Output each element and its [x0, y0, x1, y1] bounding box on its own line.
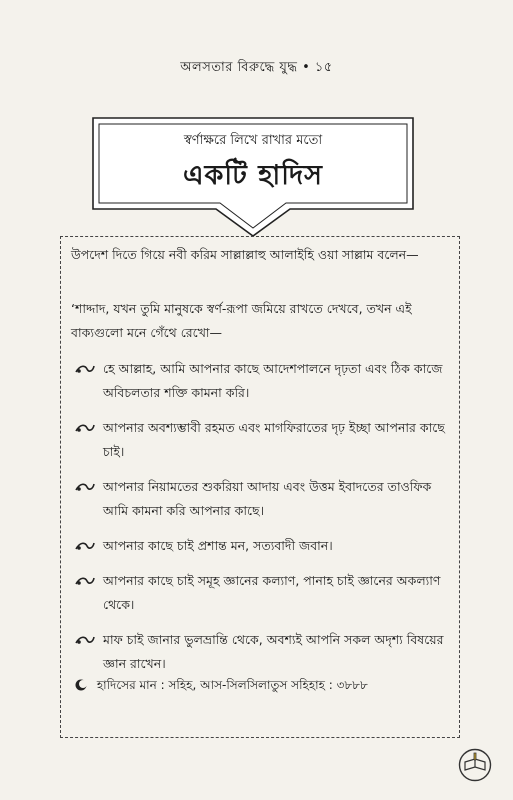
- dua-list: [61, 357, 459, 687]
- list-item: [61, 475, 459, 523]
- leaf-flourish-icon: [75, 540, 95, 552]
- list-item: [61, 628, 459, 676]
- quote-text: ‘শাদ্দাদ, যখন তুমি মানুষকে স্বর্ণ-রূপা জমিয়ে রাখতে দেখবে, তখন এই বাক্যগুলো মনে গেঁথে রেখো—: [71, 301, 412, 340]
- leaf-flourish-icon: [75, 634, 95, 646]
- crescent-icon: [75, 679, 87, 691]
- list-item-text: আপনার নিয়ামতের শুকরিয়া আদায় এবং উত্তম ইবাদতের তাওফিক আমি কামনা করি আপনার কাছে।: [103, 479, 432, 518]
- list-item: [61, 534, 459, 558]
- banner-title: একটি হাদিস: [182, 160, 324, 191]
- list-item-text: হে আল্লাহ, আমি আপনার কাছে আদেশপালনে দৃঢ়তা এবং ঠিক কাজে অবিচলতার শক্তি কামনা করি।: [103, 361, 443, 400]
- hadith-reference: [75, 677, 368, 697]
- list-item-text: মাফ চাই জানার ভুলভ্রান্তি থেকে, অবশ্যই আপনি সকল অদৃশ্য বিষয়ের জ্ঞান রাখেন।: [103, 632, 444, 671]
- leaf-flourish-icon: [75, 481, 95, 493]
- leaf-flourish-icon: [75, 363, 95, 375]
- running-head: অলসতার বিরুদ্ধে যুদ্ধ • ১৫: [180, 60, 333, 75]
- intro-text: উপদেশ দিতে গিয়ে নবী করিম সাল্লাল্লাহু আলাইহি ওয়া সাল্লাম বলেন—: [71, 247, 419, 262]
- list-item: [61, 569, 459, 617]
- list-item-text: আপনার কাছে চাই সমূহ জ্ঞানের কল্যাণ, পানাহ চাই জ্ঞানের অকল্যাণ থেকে।: [103, 573, 441, 612]
- hadith-banner: [90, 115, 416, 240]
- leaf-flourish-icon: [75, 575, 95, 587]
- list-item: [61, 416, 459, 464]
- list-item-text: আপনার কাছে চাই প্রশান্ত মন, সত্যবাদী জবান।: [103, 538, 333, 553]
- hadith-content-box: [60, 236, 460, 738]
- list-item-text: আপনার অবশ্যম্ভাবী রহমত এবং মাগফিরাতের দৃঢ় ইচ্ছা আপনার কাছে চাই।: [103, 420, 445, 459]
- banner-subtitle: স্বর্ণাক্ষরে লিখে রাখার মতো: [183, 133, 323, 148]
- list-item: [61, 357, 459, 405]
- leaf-flourish-icon: [75, 422, 95, 434]
- book-pen-logo: [458, 748, 492, 782]
- reference-text: হাদিসের মান : সহিহ, আস-সিলসিলাতুস সহিহাহ : ৩৮৮৮: [96, 678, 368, 692]
